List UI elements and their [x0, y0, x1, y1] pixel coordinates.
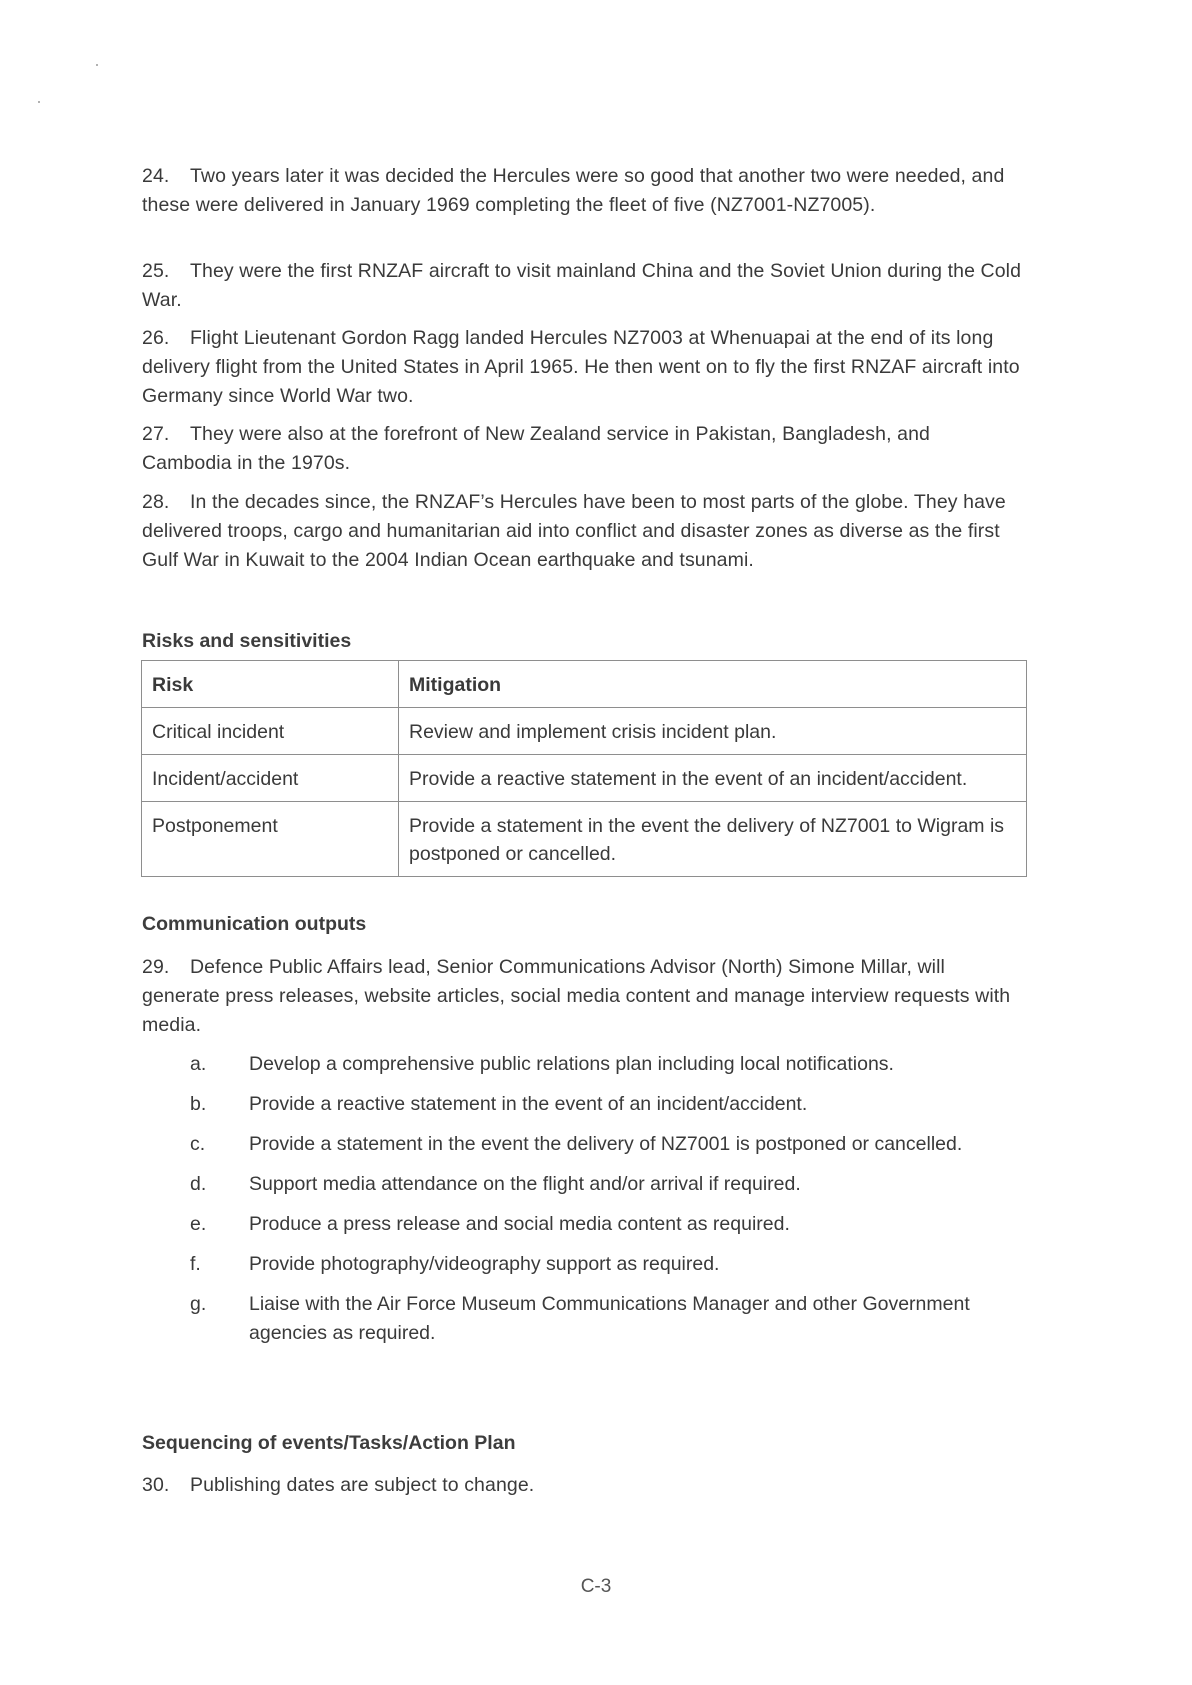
list-marker: f.	[190, 1253, 201, 1275]
section-heading-sequencing: Sequencing of events/Tasks/Action Plan	[142, 1432, 516, 1454]
list-item-text: Provide photography/videography support as required.	[249, 1253, 720, 1275]
paragraph-number: 26.	[142, 327, 170, 349]
paragraph-number: 30.	[142, 1474, 170, 1496]
section-heading-communication: Communication outputs	[142, 913, 367, 935]
list-item	[190, 1210, 990, 1239]
list-item	[190, 1090, 990, 1119]
list-marker: c.	[190, 1133, 206, 1155]
list-marker: e.	[190, 1213, 207, 1235]
list-item	[190, 1170, 990, 1199]
paragraph-30	[142, 1471, 1022, 1500]
list-marker: d.	[190, 1173, 207, 1195]
mitigation-cell: Provide a reactive statement in the event of an incident/accident.	[399, 755, 1027, 802]
section-heading-risks: Risks and sensitivities	[142, 630, 352, 652]
paragraph-28	[142, 488, 1022, 575]
paragraph-26	[142, 324, 1022, 411]
paragraph-text: Flight Lieutenant Gordon Ragg landed Hercules NZ7003 at Whenuapai at the end of its long delivery flight from the United States in April 1965. He then went on to fly the first RNZAF aircraft into Germany since World War two.	[142, 327, 1020, 407]
table-header-row	[142, 661, 1027, 708]
paragraph-number: 29.	[142, 956, 170, 978]
column-header-mitigation: Mitigation	[399, 661, 1027, 708]
list-marker: g.	[190, 1293, 207, 1315]
list-item	[190, 1250, 990, 1279]
paragraph-24	[142, 162, 1022, 220]
paragraph-number: 27.	[142, 423, 170, 445]
risk-cell: Critical incident	[142, 708, 399, 755]
list-item-text: Provide a statement in the event the delivery of NZ7001 is postponed or cancelled.	[249, 1133, 963, 1155]
paragraph-27	[142, 420, 1022, 478]
scan-speck	[38, 101, 40, 103]
list-item-text: Produce a press release and social media content as required.	[249, 1213, 790, 1235]
table-row	[142, 755, 1027, 802]
table-row	[142, 708, 1027, 755]
paragraph-text: In the decades since, the RNZAF’s Hercules have been to most parts of the globe. They have delivered troops, cargo and humanitarian aid into conflict and disaster zones as diverse as the first Gulf War in Kuwait to the 2004 Indian Ocean earthquake and tsunami.	[142, 491, 1006, 571]
paragraph-25	[142, 257, 1022, 315]
list-item-text: Provide a reactive statement in the event of an incident/accident.	[249, 1093, 808, 1115]
paragraph-text: They were also at the forefront of New Zealand service in Pakistan, Bangladesh, and Cambodia in the 1970s.	[142, 423, 930, 474]
mitigation-cell: Provide a statement in the event the delivery of NZ7001 to Wigram is postponed or cancelled.	[399, 802, 1027, 877]
paragraph-text: Publishing dates are subject to change.	[190, 1474, 535, 1496]
list-item	[190, 1290, 990, 1348]
risk-cell: Postponement	[142, 802, 399, 877]
paragraph-number: 28.	[142, 491, 170, 513]
list-marker: a.	[190, 1053, 207, 1075]
column-header-risk: Risk	[142, 661, 399, 708]
table-row	[142, 802, 1027, 877]
risk-table	[141, 660, 1027, 877]
paragraph-29	[142, 953, 1022, 1040]
list-item-text: Support media attendance on the flight and/or arrival if required.	[249, 1173, 801, 1195]
list-item-text: Liaise with the Air Force Museum Communications Manager and other Government agencies as required.	[249, 1293, 970, 1344]
page-number: C-3	[580, 1576, 612, 1597]
communication-outputs-list	[190, 1050, 990, 1359]
list-item	[190, 1130, 990, 1159]
paragraph-text: Two years later it was decided the Hercules were so good that another two were needed, and these were delivered in January 1969 completing the fleet of five (NZ7001-NZ7005).	[142, 165, 1005, 216]
mitigation-cell: Review and implement crisis incident plan.	[399, 708, 1027, 755]
scan-speck	[96, 64, 98, 66]
paragraph-number: 25.	[142, 260, 170, 282]
list-item-text: Develop a comprehensive public relations plan including local notifications.	[249, 1053, 894, 1075]
risk-cell: Incident/accident	[142, 755, 399, 802]
paragraph-text: They were the first RNZAF aircraft to visit mainland China and the Soviet Union during the Cold War.	[142, 260, 1022, 311]
list-marker: b.	[190, 1093, 207, 1115]
paragraph-number: 24.	[142, 165, 170, 187]
list-item	[190, 1050, 990, 1079]
paragraph-text: Defence Public Affairs lead, Senior Communications Advisor (North) Simone Millar, will generate press releases, website articles, social media content and manage interview requests with media.	[142, 956, 1011, 1036]
